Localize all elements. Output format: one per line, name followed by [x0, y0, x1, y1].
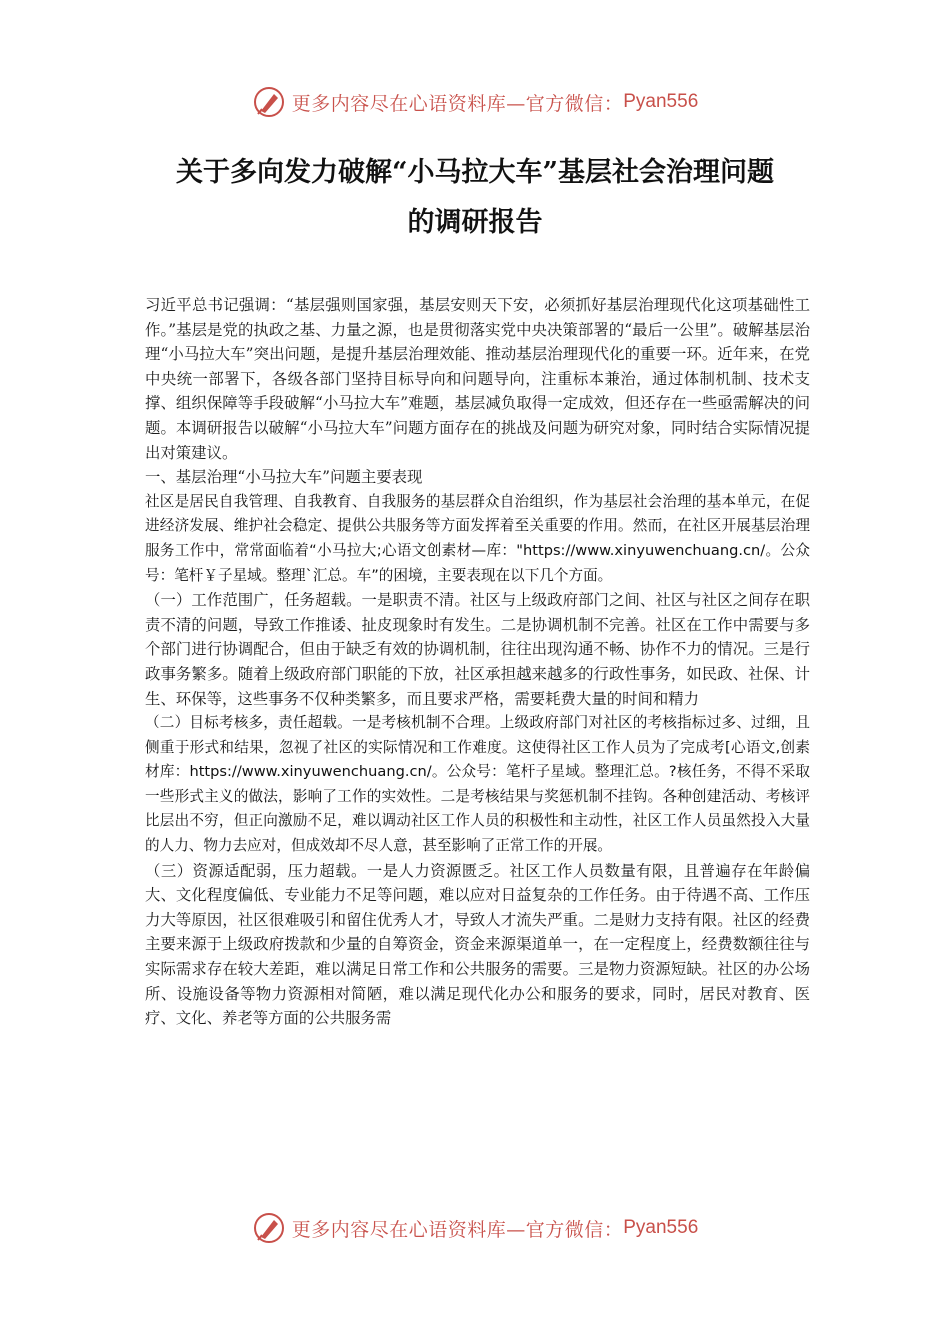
banner-text: 更多内容尽在心语资料库—官方微信：	[291, 1218, 624, 1241]
paragraph-resources: （三）资源适配弱，压力超载。一是人力资源匮乏。社区工作人员数量有限，且普遍存在年龄偏大、文化程度偏低、专业能力不足等问题，难以应对日益复杂的工作任务。由于待遇不高、工作压力大等原因，社区很难吸引和留住优秀人才，导致人才流失严重。二是财力支持有限。社区的经费主要来源于上级政府拨款和少量的自筹资金，资金来源渠道单一，在一定程度上，经费数额往往与实际需求存在较大差距，难以满足日常工作和公共服务的需要。三是物力资源短缺。社区的办公场所、设施设备等物力资源相对简陋，难以满足现代化办公和服务的要求，同时，居民对教育、医疗、文化、养老等方面的公共服务需	[145, 861, 810, 1028]
title-line-1: 关于多向发力破解“小马拉大车”基层社会治理问题	[175, 157, 775, 188]
paragraph-community: 社区是居民自我管理、自我教育、自我服务的基层群众自治组织，作为基层社会治理的基本单元，在促进经济发展、维护社会稳定、提供公共服务等方面发挥着至关重要的作用。然而，在社区开展基层治理服务工作中，常常面临着“小马拉大;心语文创素材—库："https://www.xinyuwenchuang.cn/。公众号：笔杆￥子星域。整理`汇总。车”的困境，主要表现在以下几个方面。	[145, 492, 810, 584]
section-heading: 一、基层治理“小马拉大车”问题主要表现	[145, 468, 423, 487]
pen-nib-logo-icon	[252, 1211, 286, 1245]
footer-watermark-banner	[0, 1208, 950, 1248]
banner-text: 更多内容尽在心语资料库—官方微信：	[291, 92, 624, 115]
header-watermark-banner	[0, 82, 950, 122]
document-body	[145, 293, 810, 1031]
title-line-2: 的调研报告	[407, 207, 543, 238]
banner-wechat-id: Pyan556	[623, 91, 699, 112]
paragraph-scope: （一）工作范围广，任务超载。一是职责不清。社区与上级政府部门之间、社区与社区之间存在职责不清的问题，导致工作推诿、扯皮现象时有发生。二是协调机制不完善。社区在工作中需要与多个部门进行协调配合，但由于缺乏有效的协调机制，往往出现沟通不畅、协作不力的情况。三是行政事务繁多。随着上级政府部门职能的下放，社区承担越来越多的行政性事务，如民政、社保、计生、环保等，这些事务不仅种类繁多，而且要求严格，需要耗费大量的时间和精力	[145, 591, 810, 708]
paragraph-assessment: （二）目标考核多，责任超载。一是考核机制不合理。上级政府部门对社区的考核指标过多、过细，且侧重于形式和结果，忽视了社区的实际情况和工作难度。这使得社区工作人员为了完成考[心语文,创素材库：https://www.xinyuwenchuang.cn/。公众号：笔杆子星域。整理汇总。?核任务，不得不采取一些形式主义的做法，影响了工作的实效性。二是考核结果与奖惩机制不挂钩。各种创建活动、考核评比层出不穷，但正向激励不足，难以调动社区工作人员的积极性和主动性，社区工作人员虽然投入大量的人力、物力去应对，但成效却不尽人意，甚至影响了正常工作的开展。	[145, 714, 810, 855]
banner-wechat-id: Pyan556	[623, 1217, 699, 1238]
intro-paragraph: 习近平总书记强调：“基层强则国家强，基层安则天下安，必须抓好基层治理现代化这项基础性工作。”基层是党的执政之基、力量之源，也是贯彻落实党中央决策部署的“最后一公里”。破解基层治理“小马拉大车”突出问题，是提升基层治理效能、推动基层治理现代化的重要一环。近年来，在党中央统一部署下，各级各部门坚持目标导向和问题导向，注重标本兼治，通过体制机制、技术支撑、组织保障等手段破解“小马拉大车”难题，基层减负取得一定成效，但还存在一些亟需解决的问题。本调研报告以破解“小马拉大车”问题方面存在的挑战及问题为研究对象，同时结合实际情况提出对策建议。	[145, 296, 810, 462]
pen-nib-logo-icon	[252, 85, 286, 119]
document-title	[100, 148, 850, 248]
